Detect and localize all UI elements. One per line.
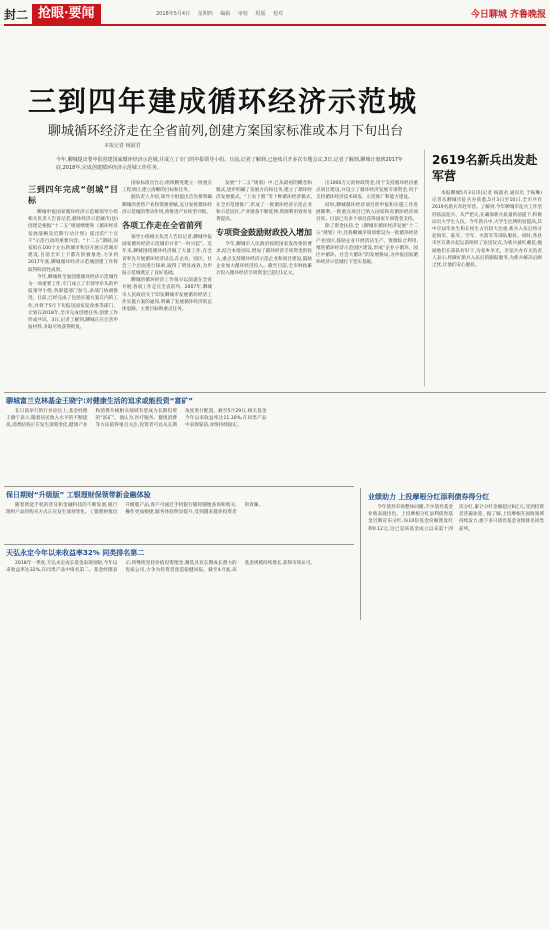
story-4-body xyxy=(6,560,356,620)
story-5-paragraph: 今年债券市场整体回暖,不少债券基金业绩表现出色。上投摩根分红添利债券基金近期宣布分红,每10份基金份额派发红利0.12元,这已是该基金成立以来第十四次分红,累计分红金额超过6亿元,受到投资者普遍欢迎。据了解,上投摩根在固收领域持续发力,旗下多只债券基金业绩排名同类前列。 xyxy=(368,505,544,532)
issue-weekday: 星期四 xyxy=(197,11,213,17)
column-4-paragraph: 除了资金扶持,全《聊城市循环经济发展“十二五”规划》中,还将聊城市规划建设为一批循环经济产业园区,鼓励企业开展清洁生产、资源综合利用,推进循环经济示范园区建设,形成“企业小循环、园区中循环、社会大循环”的发展格局,为申报国家循环经济示范城打下坚实基础。 xyxy=(316,224,418,266)
article-column-3 xyxy=(216,180,312,390)
sidebar-headline: 2619名新兵出发赴军营 xyxy=(432,153,538,183)
column-3-subtitle: 专项资金鼓励财政投入增加 xyxy=(216,228,312,238)
story-3-paragraph: 随着智能手机的普及和金融科技的不断发展,银行理财产品的购买方式正在发生深刻变化。工银理财推出升级版产品,客户可通过手机银行随时随地查询和购买,操作更加便捷,服务体验明显提升,受到越来越多投资者的青睐。 xyxy=(6,503,264,516)
column-3-paragraph: 发展“十二五”规划》中,已从最初的概念和模式,逐步明确了发展方向和任务,建立了循环经济发展模式。“上农下渔”等十种循环经济模式,在全市范围推广,形成了一批循环经济示范企业和示范园区,产业链条不断延伸,资源利用效率显著提高。 xyxy=(216,181,312,223)
section-tag-sub: ·要闻 xyxy=(64,6,95,21)
article-column-4 xyxy=(316,180,418,390)
story-4-headline: 天弘永定今年以来收益率32% 同类排名第二 xyxy=(6,549,145,557)
story-2-headline: 聊城富兰克林基金王晓宁:对健康生活的追求或能投资“富矿” xyxy=(6,397,193,405)
sidebar-paragraph: 本报聊城5月3日讯(记者 杨淑君 通讯员 于振琳)记者从聊城市征兵办获悉,5月3日至10日,全市共有2619名新兵奔赴军营。了解到,今年聊城市征兵工作坚持依法征兵、从严把关,在确保新兵质量的前提下,积极动员大学生入伍。今年新兵中,大学生比例明显提高,其中应届毕业生和在校生占有较大比重,新兵入伍后将分赴海军、陆军、空军、火箭军等部队服役。同时,各县市区在新兵起运前组织了欢送仪式,为新兵披红戴花,勉励他们在部队好好干,为家乡争光。市征兵办有关负责人表示,将做好新兵入伍后的跟踪服务,为新兵解决后顾之忧,让他们安心服役。 xyxy=(432,191,542,269)
section-rule xyxy=(4,486,354,487)
column-2-paragraph: 领导小组相关负责人告诉记者,聊城申报国家循环经济示范城市并非“一时兴起”。近年来,聊城围绕循环经济做了大量工作,在全省率先开展循环经济试点,在企业、园区、社会三个层面进行探索,取得了明显成效,为申报示范城奠定了良好基础。 xyxy=(122,235,212,277)
column-3-paragraph: 今年,聊城市人民政府按照国家发改委的要求,结合本地实际,增加了循环经济专项资金的投入,重点支持循环经济示范企业和项目建设,鼓励企业加大循环经济投入。截至目前,全市财政累计投入循环经济专项资金已超过1亿元。 xyxy=(216,242,312,277)
page-number: 封二 xyxy=(4,8,29,22)
subheadline: 聊城循环经济走在全省前列,创建方案国家标准或本月下旬出台 xyxy=(48,124,404,139)
column-1-paragraph: 今年,聊城将全面创建循环经济示范城作为一项重要工作,专门成立了市领导牵头的申报领导小组,各职能部门参与,多部门协调推进。目前,已经完成了包括实施方案在内的工作,并将于5月下旬报送国家发改委等部门。计划在2018年,全市完成创建任务,创建工作形成共识。3日,记者了解到,聊城正在完善申报材料,争取尽快获得批复。 xyxy=(28,274,118,331)
newspaper-logo: 今日聊城 齐鲁晚报 xyxy=(470,10,546,20)
section-rule xyxy=(4,392,546,393)
masthead xyxy=(4,4,546,26)
story-5-headline: 业绩助力 上投摩根分红添利债券得分红 xyxy=(368,493,490,501)
issue-date: 2018年5月4日 xyxy=(156,11,191,17)
lead-paragraph: 今年,聊城提出要申报创建国家循环经济示范城,并成立了专门的申报领导小组。日前,记者了解到,已连续召开多次专题会议,3日,记者了解到,聊城计划到2017年底,2018年,完成创建循环经济示范城工作任务。 xyxy=(56,157,404,171)
byline: 本报记者 杨淑君 xyxy=(104,143,141,149)
story-4-paragraph: 2018年一季度,天弘永定成长基金表现亮眼,今年以来收益率达32%,在同类产品中排名第二。基金经理表示,将继续坚持价值投资理念,精选具有长期成长潜力的优质公司,力争为投资者创造稳健回报。截至4月底,该基金规模持续增长,获得市场认可。 xyxy=(6,561,316,574)
sidebar-divider xyxy=(424,150,425,386)
column-1-paragraph: 聊城申报国家循环经济示范城领导小组相关负责人告诉记者,循环经济示范城市(县)创建是根据“十二五”规划纲要和《循环经济发展战略及近期行动计划》提出的“十百千”示范行动的重要内容。“十二五”期间,国家拟在100个左右的城市和县开展示范城市建设,目前全市上下都在积极推进,力争到2017年底,聊城循环经济示范城创建工作将取得阶段性成果。 xyxy=(28,210,118,273)
column-4-paragraph: 出1000万元的财政资金,用于支持循环经济重点项目建设,并设立了循环经济发展专项资金,用于支持循环经济技术研发、示范推广和能力建设。 xyxy=(316,181,418,201)
column-2-paragraph: 据负责人介绍,领导小组提出首先要明确聊城的优势产业和资源禀赋,充分发挥循环经济示范城的带动作用,将推进产业转型升级。 xyxy=(122,195,212,215)
meta-layout: 组版 xyxy=(255,11,266,17)
meta-reviewer: 审校 xyxy=(237,11,248,17)
story-5-body xyxy=(368,504,544,620)
article-column-1 xyxy=(28,180,118,390)
meta-proofreader: 校对 xyxy=(273,11,284,17)
column-2-subtitle: 各项工作走在全省前列 xyxy=(122,221,202,231)
section-tag-main: 抢眼 xyxy=(38,6,65,21)
issue-meta xyxy=(156,10,289,17)
column-2-paragraph: 聊城的循环经济工作很早以前就在全省开展,各项工作走在全省前列。2007年,聊城市人民政府关于印发聊城市发展循环经济工作实施方案的通知,明确了发展循环经济的总体思路、主要目标和重点任务。 xyxy=(122,278,212,313)
main-headline: 三到四年建成循环经济示范城 xyxy=(28,85,419,118)
story-2-paragraph: 在日前举行的行业论坛上,基金经理王晓宁表示,随着居民收入水平的不断提高,消费结构正在发生深刻变化,健康产业和消费升级相关领域有望成为长期投资的“富矿”。他认为,医疗服务、健康消费等方向值得重点关注,投资者可以从长期角度进行配置。截至5月29日,相关基金今年以来收益率达11.30%,在同类产品中表现靠前,业绩持续稳定。 xyxy=(6,409,267,429)
meta-editor: 编辑 xyxy=(220,11,231,17)
story-2-body xyxy=(6,408,356,482)
story-3-body xyxy=(6,502,356,542)
story-3-headline: 保日期财“升级版” 工银理财保领带新金融体验 xyxy=(6,491,151,499)
article-column-2 xyxy=(122,180,212,390)
column-2-paragraph: 国家标准出台后,组织精英建立一批重点工程项目,建立清晰的目标和任务。 xyxy=(122,181,212,194)
sidebar-body xyxy=(432,190,542,386)
section-rule xyxy=(4,544,354,545)
column-divider xyxy=(360,488,361,620)
column-1-subtitle: 三到四年完成“创城”目标 xyxy=(28,185,118,205)
section-tag xyxy=(32,4,101,24)
column-4-paragraph: 同时,聊城循环经济项目的申报和实施工作进展顺利,一批重点项目已纳入国家和省循环经济项目库。目前已有多个项目获得国家专项资金支持。 xyxy=(316,202,418,223)
